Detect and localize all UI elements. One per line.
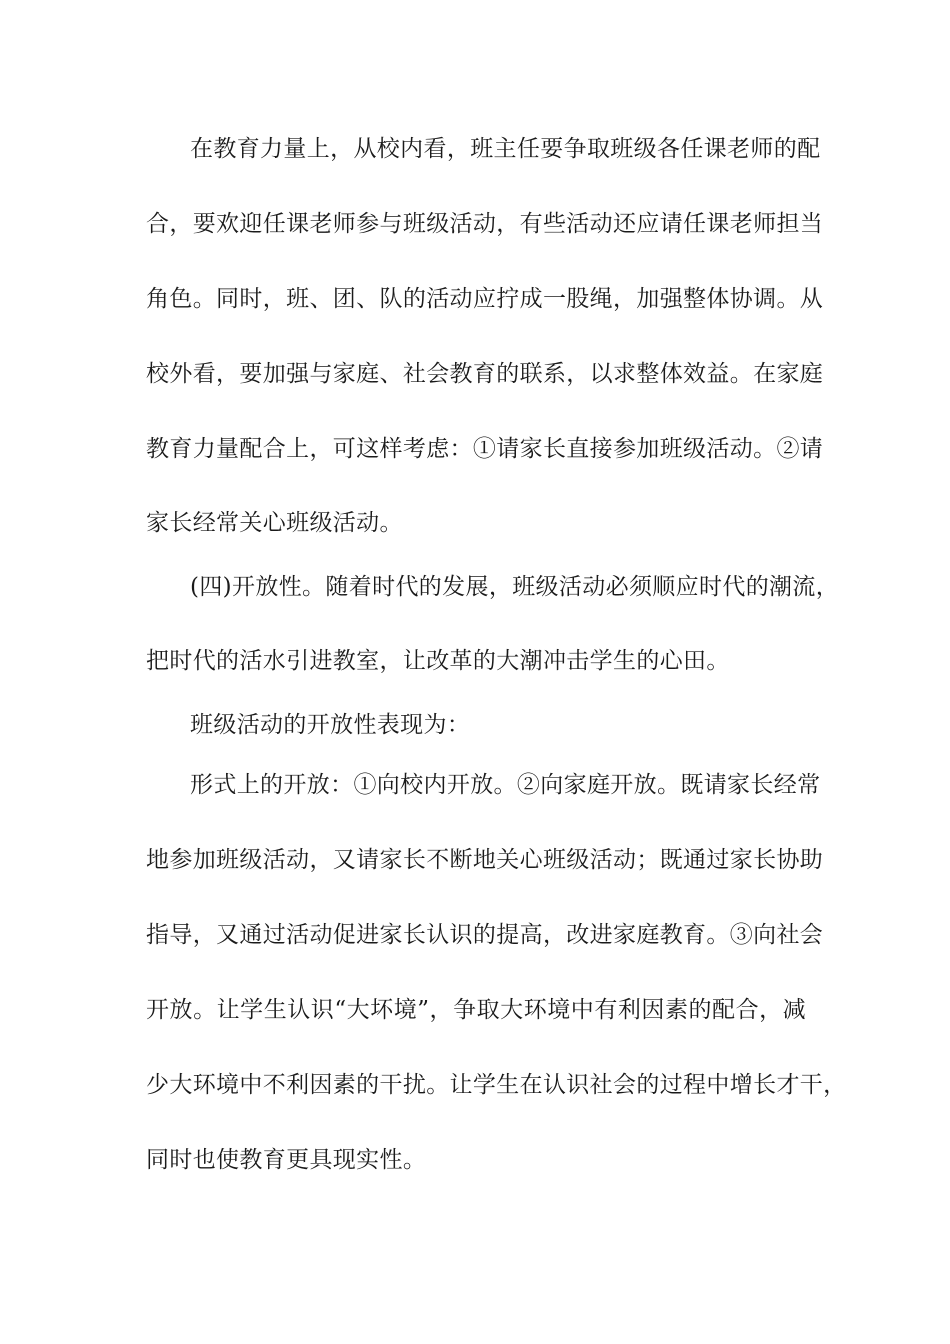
paragraph-line: 同时也使教育更具现实性。	[146, 1147, 427, 1173]
paragraph-line: 教育力量配合上，可这样考虑：①请家长直接参加班级活动。②请	[146, 436, 824, 462]
paragraph-line: 班级活动的开放性表现为：	[190, 712, 471, 738]
paragraph-line: 在教育力量上，从校内看，班主任要争取班级各任课老师的配	[190, 136, 821, 162]
paragraph-line: (四)开放性。随着时代的发展，班级活动必须顺应时代的潮流，	[190, 574, 840, 600]
paragraph-line: 角色。同时，班、团、队的活动应拧成一股绳，加强整体协调。从	[146, 286, 824, 312]
paragraph-line: 家长经常关心班级活动。	[146, 510, 403, 536]
paragraph-line: 指导，又通过活动促进家长认识的提高，改进家庭教育。③向社会	[146, 922, 824, 948]
paragraph-line: 把时代的活水引进教室，让改革的大潮冲击学生的心田。	[146, 648, 730, 674]
paragraph-line: 合，要欢迎任课老师参与班级活动，有些活动还应请任课老师担当	[146, 211, 824, 237]
paragraph-line: 少大环境中不利因素的干扰。让学生在认识社会的过程中增长才干，	[146, 1072, 847, 1098]
paragraph-line: 开放。让学生认识“大坏境”，争取大环境中有利因素的配合，减	[146, 997, 806, 1023]
paragraph-line: 校外看，要加强与家庭、社会教育的联系，以求整体效益。在家庭	[146, 361, 824, 387]
paragraph-line: 地参加班级活动，又请家长不断地关心班级活动；既通过家长协助	[146, 847, 824, 873]
paragraph-line: 形式上的开放：①向校内开放。②向家庭开放。既请家长经常	[190, 772, 821, 798]
